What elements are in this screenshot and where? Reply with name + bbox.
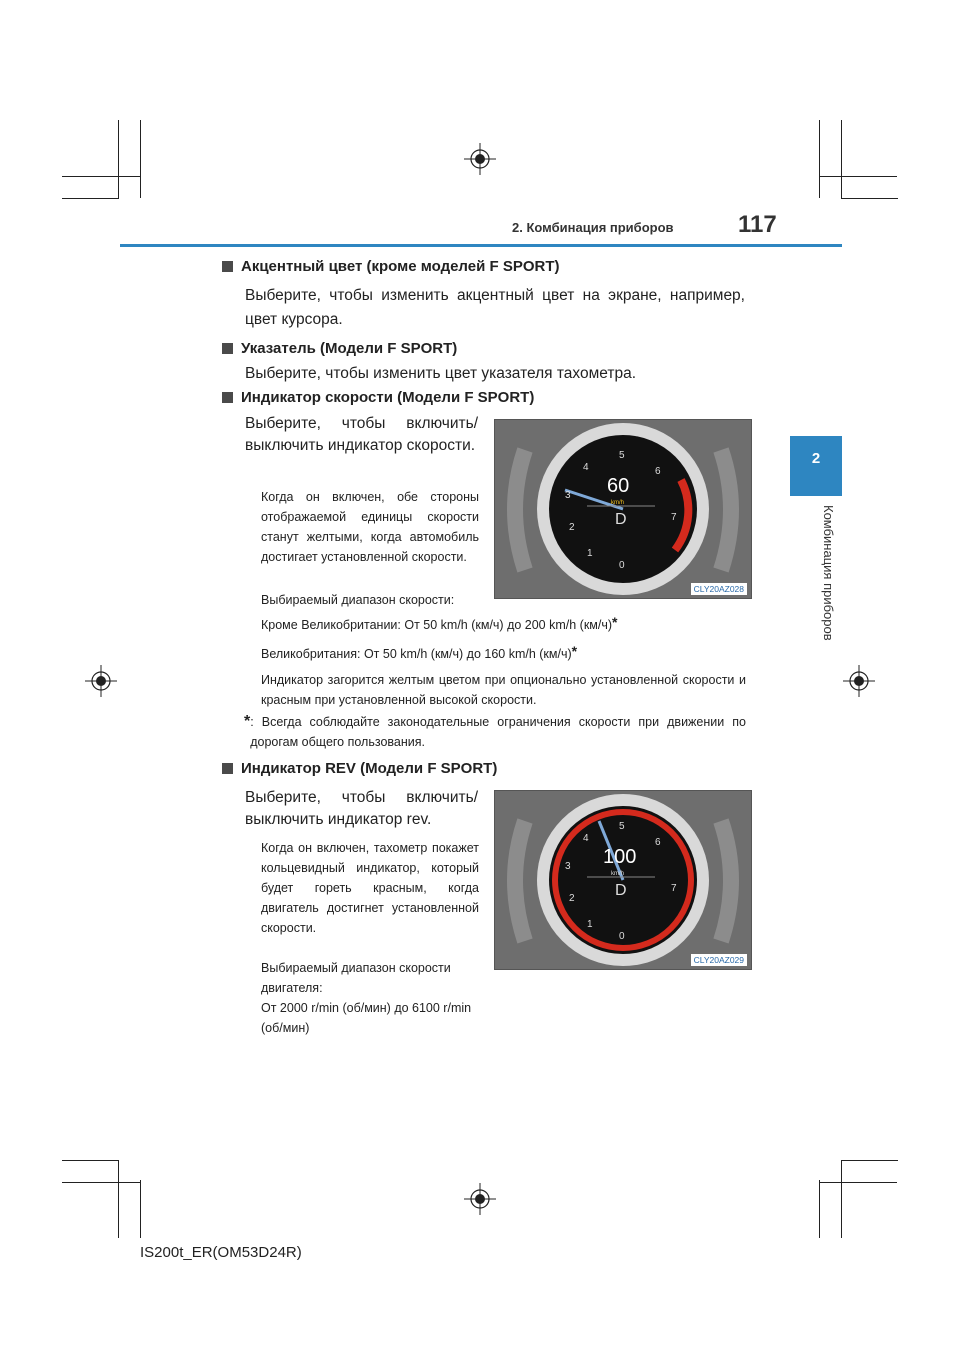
- speed-unit: km/h: [611, 871, 625, 877]
- gauge-illustration: [495, 420, 751, 598]
- tick-label: 1: [587, 919, 593, 930]
- figure-code: CLY20AZ029: [691, 954, 747, 966]
- tick-label: 7: [671, 512, 677, 523]
- registration-mark-icon: [464, 1183, 496, 1215]
- speed-value: 60: [607, 475, 630, 497]
- registration-mark-icon: [464, 143, 496, 175]
- indicator-note: Индикатор загорится желтым цветом при опционально установленной скорости и красным при установленной высокой скорости.: [261, 673, 746, 707]
- section-text: Выберите, чтобы изменить цвет указателя тахометра.: [245, 365, 637, 382]
- range-uk: Великобритания: От 50 km/h (км/ч) до 160 km/h (км/ч)*: [261, 643, 578, 661]
- bullet-square-icon: [222, 343, 233, 354]
- document-code: IS200t_ER(OM53D24R): [140, 1244, 302, 1261]
- gear-indicator: D: [615, 882, 627, 899]
- figure-code: CLY20AZ028: [691, 583, 747, 595]
- note-text: Когда он включен, обе стороны отображаемой единицы скорости станут желтыми, когда автомобиль достигает установленной скорости.: [261, 490, 479, 564]
- section-text: Выберите, чтобы изменить акцентный цвет на экране, например, цвет курсора.: [245, 287, 745, 328]
- section-text: Выберите, чтобы включить/ выключить индикатор скорости.: [245, 415, 478, 454]
- chapter-number: 2: [811, 450, 821, 467]
- speed-unit: km/h: [611, 500, 625, 506]
- range-label: Выбираемый диапазон скорости:: [261, 593, 455, 607]
- note-text: Когда он включен, тахометр покажет кольцевидный индикатор, который будет гореть красным, когда двигатель достигнет установленной скорости.: [261, 841, 479, 935]
- tick-label: 5: [619, 821, 625, 832]
- bullet-square-icon: [222, 261, 233, 272]
- tick-label: 6: [655, 837, 661, 848]
- registration-mark-icon: [85, 665, 117, 697]
- chapter-tab-label: Комбинация приборов: [821, 505, 836, 641]
- footnote: * : Всегда соблюдайте законодательные ограничения скорости при движении по дорогам общего пользования.: [244, 713, 746, 749]
- section-heading: Индикатор скорости (Модели F SPORT): [222, 389, 534, 406]
- section-heading: Указатель (Модели F SPORT): [222, 340, 457, 357]
- gear-indicator: D: [615, 511, 627, 528]
- gauge-illustration: [495, 791, 751, 969]
- tick-label: 0: [619, 560, 625, 571]
- range-label: Выбираемый диапазон скорости двигателя:: [261, 961, 451, 995]
- tick-label: 4: [583, 462, 589, 473]
- section-heading: Индикатор REV (Модели F SPORT): [222, 760, 497, 777]
- range-value: От 2000 r/min (об/мин) до 6100 r/min (об/мин): [261, 1001, 472, 1035]
- tick-label: 5: [619, 450, 625, 461]
- section-heading: Акцентный цвет (кроме моделей F SPORT): [222, 258, 560, 275]
- tick-label: 2: [569, 893, 575, 904]
- rev-indicator-figure: [494, 790, 752, 970]
- bullet-square-icon: [222, 392, 233, 403]
- header-divider: [120, 244, 842, 247]
- registration-mark-icon: [843, 665, 875, 697]
- tick-label: 3: [565, 490, 571, 501]
- bullet-square-icon: [222, 763, 233, 774]
- tick-label: 1: [587, 548, 593, 559]
- section-title: 2. Комбинация приборов: [512, 220, 674, 235]
- tick-label: 2: [569, 522, 575, 533]
- tick-label: 6: [655, 466, 661, 477]
- page-number: 117: [738, 211, 777, 238]
- section-text: Выберите, чтобы включить/ выключить индикатор rev.: [245, 789, 478, 828]
- tick-label: 3: [565, 861, 571, 872]
- speed-value: 100: [603, 846, 637, 868]
- range-non-uk: Кроме Великобритании: От 50 km/h (км/ч) до 200 km/h (км/ч)*: [261, 614, 618, 632]
- speed-indicator-figure: [494, 419, 752, 599]
- tick-label: 4: [583, 833, 589, 844]
- chapter-tab: [790, 436, 842, 496]
- tick-label: 7: [671, 883, 677, 894]
- tick-label: 0: [619, 931, 625, 942]
